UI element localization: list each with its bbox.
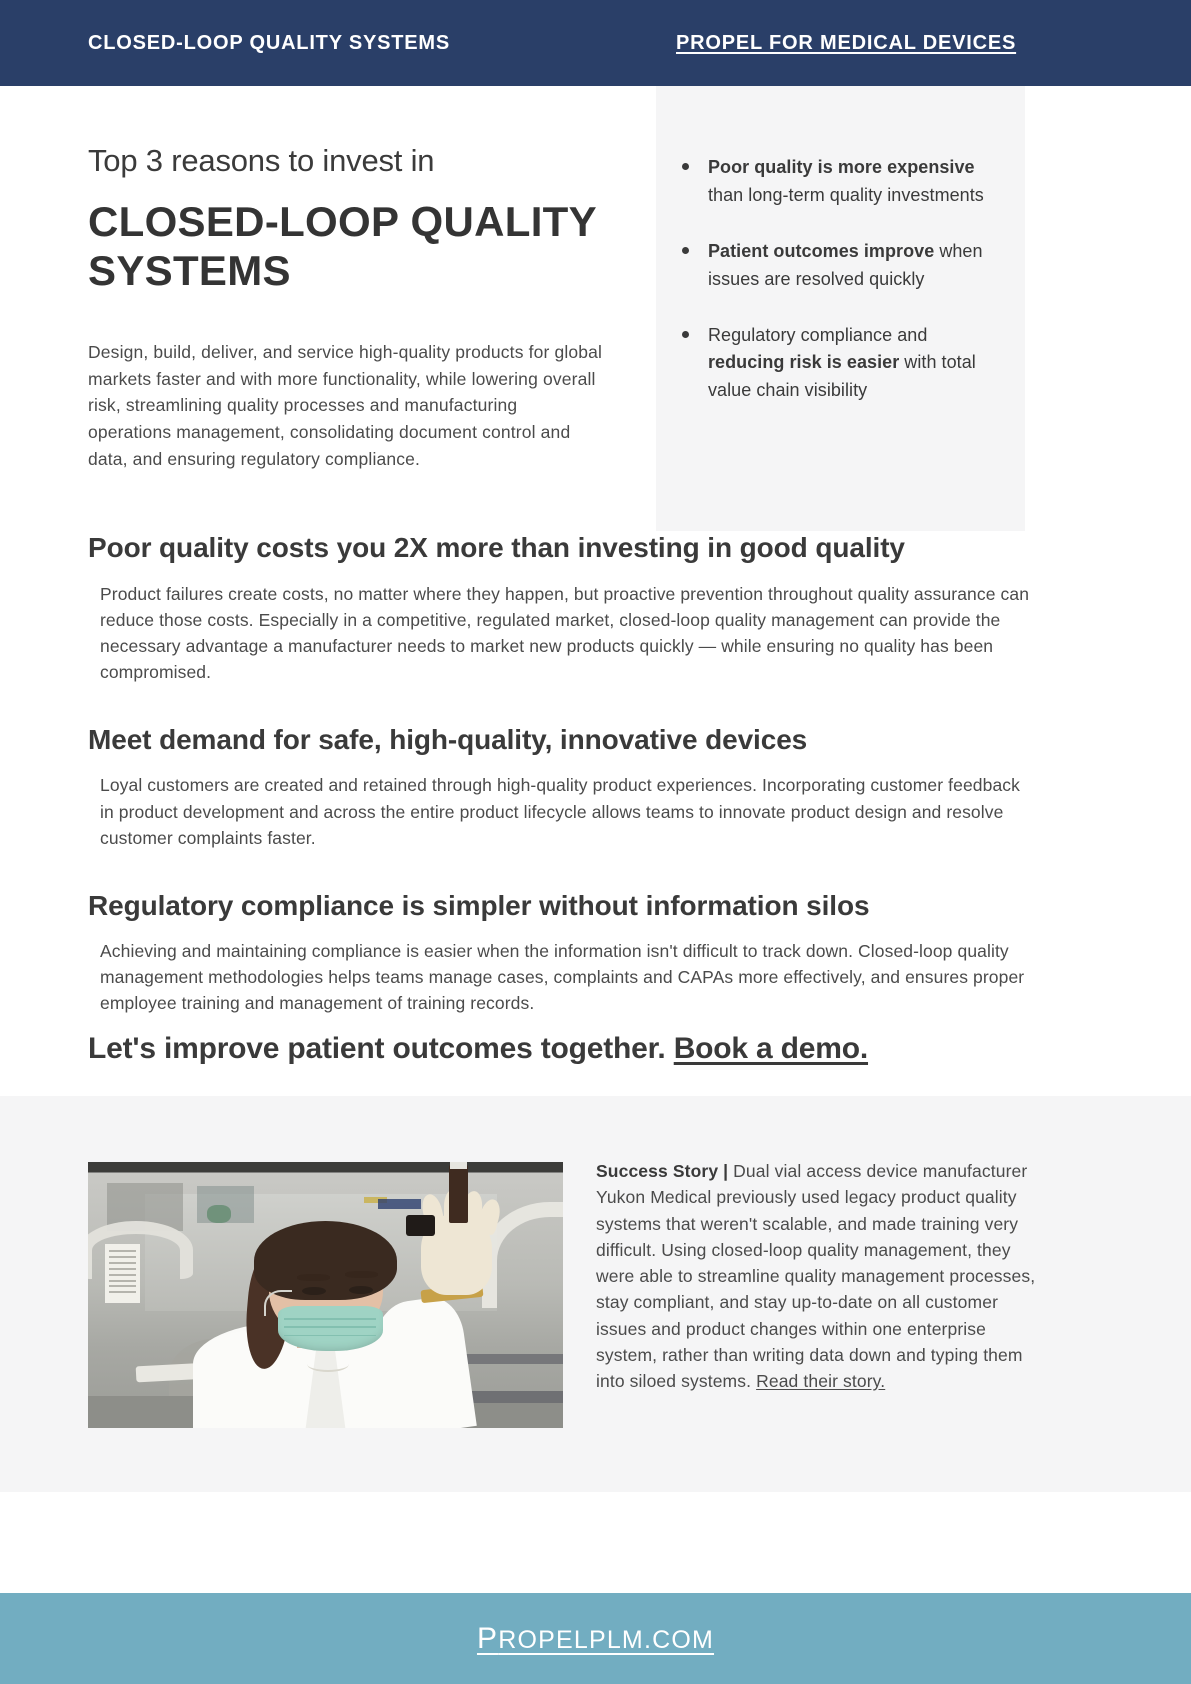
hero-text-column (88, 142, 608, 472)
hero-intro-paragraph: Design, build, deliver, and service high-quality products for global markets faster and with more functionality, while lowering overall risk, streamlining quality processes and manufacturing operations management, consolidating document control and data, and ensuring regulatory compliance. (88, 342, 603, 469)
section-heading: Meet demand for safe, high-quality, innovative devices (88, 723, 808, 755)
bullet-dot-icon (682, 163, 689, 170)
book-a-demo-link[interactable]: Book a demo. (673, 1032, 869, 1065)
section-poor-quality-costs (0, 531, 1191, 685)
bullet-dot-icon (682, 331, 689, 338)
hero-kicker: Top 3 reasons to invest in (88, 143, 435, 178)
page-header-bar (0, 0, 1191, 86)
section-heading: Poor quality costs you 2X more than investing in good quality (88, 532, 905, 563)
photo-blue-object (378, 1199, 421, 1208)
success-story-image (88, 1162, 563, 1428)
photo-device-tip (450, 1162, 466, 1169)
bullet-tail-text: with total value chain visibility (708, 352, 976, 401)
photo-eye-right (349, 1286, 373, 1294)
photo-medical-device (449, 1165, 468, 1224)
success-story-body: Dual vial access device manufacturer Yukon Medical previously used legacy product quality systems that weren't scalable, and made training very difficult. Using closed-loop quality management, they were able to streamline quality management processes, stay compliant, and stay up-to-date on all customer issues and product changes within one enterprise system, rather than writing data down and typing them into siloed systems. (596, 1161, 1036, 1391)
success-story-band (0, 1096, 1191, 1492)
photo-hair (254, 1221, 397, 1301)
bullet-dot-icon (682, 247, 689, 254)
list-item (676, 154, 1006, 210)
photo-eyebrow-right (345, 1271, 378, 1278)
footer-first-letter: P (476, 1621, 499, 1655)
photo-bar-lower (468, 1391, 563, 1403)
photo-eye-left (302, 1287, 326, 1295)
bullet-lead-text: Poor quality is more expensive (708, 157, 975, 177)
lab-technician-photo (88, 1162, 563, 1428)
section-body: Loyal customers are created and retained through high-quality product experiences. Incorporating customer feedback in product development and across the entire product lifecycle allows teams to innovate product design and resolve customer complaints faster. (100, 775, 1020, 848)
page-title: CLOSED-LOOP QUALITY SYSTEMS (88, 197, 597, 294)
list-item (676, 238, 1006, 294)
photo-green-object (207, 1205, 231, 1224)
hero-benefits-list (676, 154, 1006, 405)
photo-eyebrow-left (297, 1274, 330, 1281)
bullet-mid-text: reducing risk is easier (708, 352, 900, 373)
hero-section (0, 86, 1191, 531)
bullet-lead-text: Patient outcomes improve (708, 240, 935, 261)
section-meet-demand (0, 723, 1191, 851)
photo-paper-note (105, 1244, 141, 1303)
footer-rest: ROPELPLM.COM (498, 1625, 715, 1654)
photo-held-component (406, 1215, 435, 1236)
section-body: Achieving and maintaining compliance is easier when the information isn't difficult to track down. Closed-loop quality management methodologies helps teams manage cases, complaints and CAPAs more effectively, and ensures proper employee training and management of training records. (100, 941, 1025, 1014)
page-footer-bar (0, 1593, 1191, 1684)
photo-bar-upper (454, 1354, 563, 1365)
footer-website-link[interactable] (477, 1622, 714, 1656)
section-body: Product failures create costs, no matter where they happen, but proactive prevention throughout quality assurance can reduce those costs. Especially in a competitive, regulated market, closed-loop quality management can provide the necessary advantage a manufacturer needs to market new products quickly — while ensuring no quality has been compromised. (100, 583, 1030, 682)
header-title: CLOSED-LOOP QUALITY SYSTEMS (88, 31, 451, 54)
header-product-link[interactable]: PROPEL FOR MEDICAL DEVICES (676, 31, 1017, 54)
bullet-rest-text: Regulatory compliance and (708, 324, 928, 345)
cta-line (88, 1032, 868, 1066)
bullet-rest-text: than long-term quality investments (708, 184, 984, 205)
read-their-story-link[interactable]: Read their story. (756, 1371, 886, 1391)
section-regulatory-compliance (0, 889, 1191, 1017)
reasons-sections (0, 531, 1191, 1016)
success-story-text (596, 1158, 1036, 1394)
success-story-label: Success Story | (596, 1161, 734, 1181)
section-heading: Regulatory compliance is simpler without information silos (88, 889, 870, 921)
bullet-rest-text: when issues are resolved quickly (708, 240, 983, 289)
list-item (676, 322, 1006, 406)
photo-surgical-mask (278, 1306, 383, 1351)
cta-text: Let's improve patient outcomes together. (88, 1032, 674, 1065)
